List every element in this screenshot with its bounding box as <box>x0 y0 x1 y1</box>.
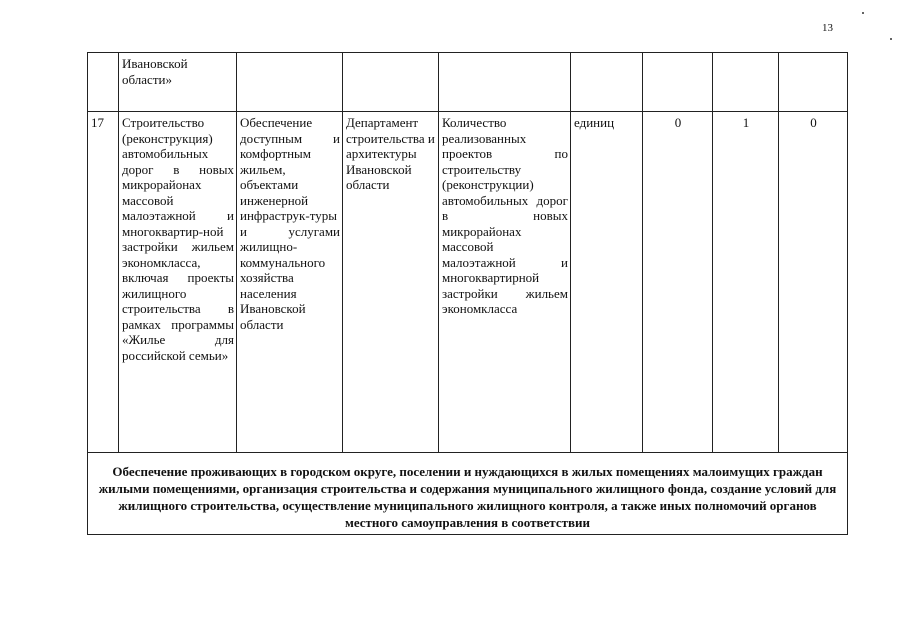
unit-cell: единиц <box>571 112 643 453</box>
page-number: 13 <box>822 22 833 34</box>
empty-cell <box>779 53 848 112</box>
empty-cell <box>439 53 571 112</box>
row-number-cell <box>88 53 119 112</box>
empty-cell <box>237 53 343 112</box>
table-row <box>88 112 848 453</box>
value-cell: 0 <box>779 112 848 453</box>
value-cell: 1 <box>713 112 779 453</box>
table-row <box>88 53 848 112</box>
empty-cell <box>713 53 779 112</box>
indicator-cell: Количество реализованных проектов по строительству (реконструкции) автомобильных дорог в новых микрорайонах массовой малоэтажной и многоквартирной застройки жильем экономкласса <box>439 112 571 453</box>
empty-cell <box>343 53 439 112</box>
executor-cell: Департамент строительства и архитектуры Ивановской области <box>343 112 439 453</box>
scan-speck <box>862 12 864 14</box>
goal-cell: Обеспечение доступным и комфортным жильем, объектами инженерной инфраструк-туры и услугами жилищно-коммунального хозяйства населения Ивановской области <box>237 112 343 453</box>
event-cell: Ивановской области» <box>119 53 237 112</box>
section-header: Обеспечение проживающих в городском округе, поселении и нуждающихся в жилых помещениях малоимущих граждан жилыми помещениями, организация строительства и содержания муниципального жилищного фонда, создание условий для жилищного строительства, осуществление муниципального жилищного контроля, а также иных полномочий органов местного самоуправления в соответствии <box>88 453 848 535</box>
event-cell: Строительство (реконструкция) автомобильных дорог в новых микрорайонах массовой малоэтажной и многоквартир-ной застройки жильем экономкласса, включая проекты жилищного строительства в рамках программы «Жилье для российской семьи» <box>119 112 237 453</box>
table-row <box>88 453 848 535</box>
empty-cell <box>571 53 643 112</box>
row-number-cell: 17 <box>88 112 119 453</box>
program-table <box>87 52 848 535</box>
empty-cell <box>643 53 713 112</box>
value-cell: 0 <box>643 112 713 453</box>
scan-speck <box>890 38 892 40</box>
